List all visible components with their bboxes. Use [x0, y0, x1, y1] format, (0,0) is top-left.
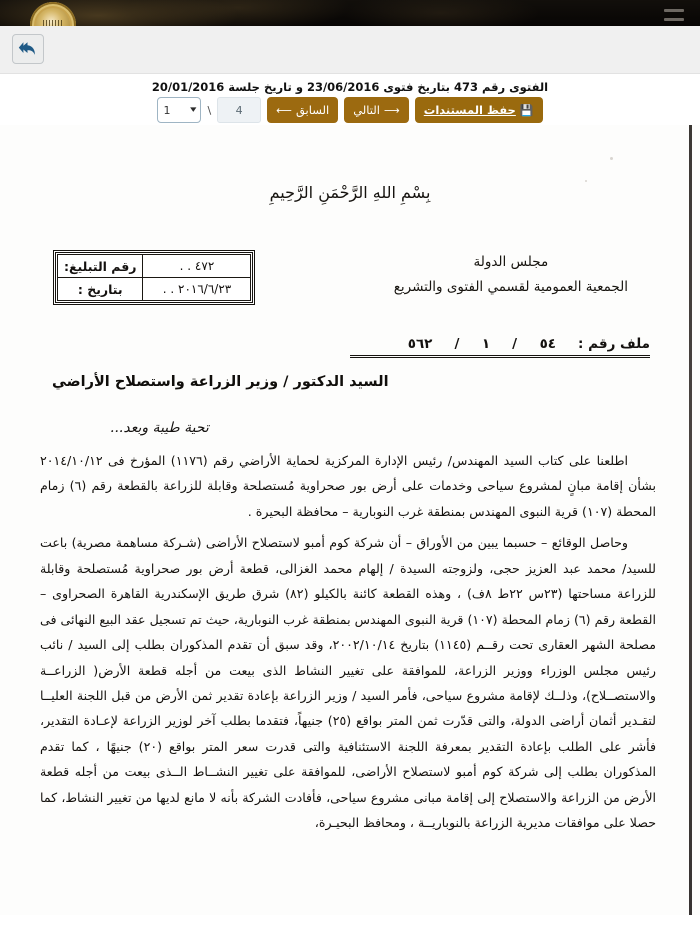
- body-paragraph-2: وحاصل الوقائع – حسبما يبين من الأوراق – أن شركة كوم أمبو لاستصلاح الأراضى (شـركة مساهمة مصرية) باعت للسيد/ محمد عبد العزيز حجى، ولزوجته السيدة / إلهام محمد الغزالى، قطعة أرض بور صحراوية مُستصلحة وقابلة للزراعة مساحتها (٢٣س ٢٢ط ٨ف) ، وهذه القطعة كائنة بالكيلو (٨٢) شرق طريق الإسكندرية القاهرة الصحراوى – القطعة رقم (٦) زمام المحطة (١٠٧) قرية النبوى المهندس بمنطقة غرب النوبارية، حيث تم تسجيل عقد البيع النهائى فى مصلحة الشهر العقارى تحت رقــم (١١٤٥) بتاريخ ٢٠٠٢/١٠/١٤، وقد سبق أن تقدم المذكوران بطلب إلى السيد / نائب رئيس مجلس الوزراء ووزير الزراعة، للموافقة على تغيير النشاط الذى بيعت من أجله قطعة الأرض( الزراعــة والاستصــلاح)، وذلــك لإقامة مشروع سياحى، فأمر السيد / وزير الزراعة بإعادة تقدير ثمن الأرض من قبل اللجنة العليــا لتقـدير أثمان أراضى الدولة، والتى قدّرت ثمن المتر بواقع (٢٥) جنيهاً، فتقدما بطلب آخر لوزير الزراعة لإعـادة التقدير، فأشر على الطلب بإعادة التقدير بمعرفة اللجنة الاستئنافية والتى قدرت سعر المتر بواقع (٢٠) جنيهًا ، كما تقدم المذكوران بطلب إلى شركة كوم أمبو لاستصلاح الأراضى، للموافقة على تغيير النشــاط الــذى بيعت من أجله قطعة الأرض من الزراعة والاستصلاح إلى إقامة مبانى مشروع سياحى، فأفادت الشركة بأنه لا مانع لديها من تغيير النشاط، كما حصلا على موافقات مديرية الزراعة بالنوباريــة ، ومحافظ البحيـرة،: [40, 535, 656, 831]
- hamburger-bar: [664, 9, 684, 12]
- notification-stamp-table: [57, 254, 251, 301]
- file-number-part-3: ٥٦٢: [407, 336, 433, 352]
- file-number-part-2: ١: [481, 336, 491, 352]
- hamburger-menu-icon[interactable]: [664, 9, 684, 21]
- toolbar-strip: [0, 26, 700, 74]
- notification-number-label: رقم التبليغ:: [58, 255, 143, 278]
- page-separator: \: [207, 103, 212, 117]
- next-page-button[interactable]: [344, 97, 409, 123]
- document-header-row: [0, 248, 700, 326]
- table-row: [58, 278, 251, 301]
- notification-stamp-box: [53, 250, 255, 305]
- file-number-part-1: ٥٤: [539, 336, 557, 352]
- back-button[interactable]: [12, 34, 44, 64]
- scan-speck: [585, 180, 587, 182]
- basmala-text: بِسْمِ اللهِ الرَّحْمَنِ الرَّحِيمِ: [269, 183, 431, 202]
- arrow-left-icon: ⟶: [383, 103, 400, 117]
- page-number-select[interactable]: [157, 97, 201, 123]
- organization-line-2: الجمعية العمومية لقسمي الفتوى والتشريع: [393, 278, 628, 295]
- scanned-document-page[interactable]: [0, 125, 700, 915]
- back-arrow-icon: [18, 40, 38, 58]
- floppy-disk-icon: 💾: [519, 103, 534, 117]
- addressee-line: السيد الدكتور / وزير الزراعة واستصلاح الأراضي: [52, 374, 389, 390]
- save-documents-button[interactable]: [415, 97, 543, 123]
- chevron-down-icon: ▾: [190, 104, 197, 115]
- state-council-emblem-icon: [30, 2, 76, 26]
- file-number-line: [350, 336, 650, 358]
- scan-speck: [610, 157, 613, 160]
- document-title: الفتوى رقم 473 بتاريخ فتوى 23/06/2016 و تاريخ جلسة 20/01/2016: [151, 80, 549, 94]
- previous-page-button[interactable]: [267, 97, 338, 123]
- viewer-pager-area: [0, 74, 700, 125]
- file-number-separator-2: /: [454, 336, 460, 352]
- notification-date-value: ٢٠١٦/٦/٢٣ . .: [143, 278, 251, 301]
- next-page-label: التالي: [353, 103, 380, 117]
- pager-controls: [0, 97, 700, 123]
- notification-date-label: بتاريخ :: [58, 278, 143, 301]
- organization-block: [394, 250, 628, 300]
- notification-number-value: ٤٧٢ . .: [143, 255, 251, 278]
- document-body: [40, 448, 656, 836]
- body-paragraph-1: اطلعنا على كتاب السيد المهندس/ رئيس الإدارة المركزية لحماية الأراضي رقم (١١٧٦) المؤرخ فى ٢٠١٤/١٠/١٢ بشأن إقامة مبانٍ لمشروع سياحى وخدمات على أرض بور صحراوية مُستصلحة وقابلة للزراعة بالقطعة رقم (٦) زمام المحطة (١٠٧) قرية النبوى المهندس بمنطقة غرب النوبارية – محافظة البحيرة .: [40, 453, 656, 519]
- arrow-right-icon: ⟵: [276, 103, 292, 117]
- site-header: [0, 0, 700, 26]
- previous-page-label: السابق: [295, 103, 330, 117]
- file-number-label: ملف رقم :: [578, 336, 650, 352]
- hamburger-bar: [664, 18, 684, 21]
- greeting-line: تحية طيبة وبعد...: [110, 420, 209, 436]
- total-pages-value: 4: [235, 103, 243, 117]
- organization-line-1: مجلس الدولة: [473, 254, 549, 270]
- file-number-separator-1: /: [512, 336, 518, 352]
- current-page-value: 1: [163, 103, 171, 117]
- table-row: [58, 255, 251, 278]
- total-pages-display: [217, 97, 261, 123]
- save-documents-label: حفظ المستندات: [423, 103, 516, 117]
